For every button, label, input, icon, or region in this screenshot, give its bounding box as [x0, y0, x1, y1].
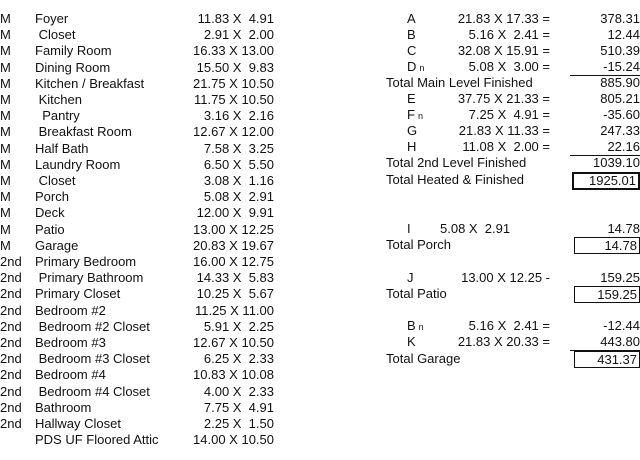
calc-row-a: [386, 11, 640, 27]
total-label: Total Porch: [386, 237, 452, 252]
room-row: [0, 173, 274, 189]
room-row: [0, 222, 274, 238]
room-level: M: [0, 43, 11, 59]
calc-label: I: [407, 221, 411, 236]
calc-row-b-negative: [386, 318, 640, 334]
calc-label: A: [407, 11, 416, 26]
room-dimensions: 7.75 X 4.91: [203, 399, 274, 415]
calc-row-k: [386, 334, 640, 350]
room-name: Deck: [35, 205, 65, 221]
room-name: Dining Room: [35, 59, 111, 75]
calc-value: 247.33: [600, 123, 640, 138]
room-level: 2nd: [0, 416, 22, 431]
calc-label: E: [407, 91, 416, 106]
room-name: Bathroom: [35, 399, 92, 415]
room-name: PDS UF Floored Attic: [35, 432, 159, 448]
room-level: M: [0, 156, 11, 172]
room-row: [0, 400, 274, 416]
calc-dims: 7.25 X 4.91 =: [468, 107, 550, 122]
room-level: 2nd: [0, 399, 22, 415]
calc-dims: 37.75 X 21.33 =: [457, 91, 550, 106]
calc-value: 510.39: [600, 43, 640, 58]
room-level: 2nd: [0, 335, 22, 350]
room-name: Bedroom #4 Closet: [35, 383, 150, 399]
room-name: Bedroom #3 Closet: [35, 351, 150, 367]
calc-value: 443.80: [570, 334, 640, 351]
calc-dims: 32.08 X 15.91 =: [457, 43, 550, 58]
calc-value: 12.44: [607, 27, 640, 42]
room-row: [0, 254, 274, 270]
room-level: 2nd: [0, 302, 22, 318]
calc-label: B n: [407, 318, 424, 333]
room-row: [0, 286, 274, 302]
room-name: Kitchen / Breakfast: [35, 75, 145, 91]
total-garage: [386, 351, 640, 367]
total-value: 1039.10: [593, 155, 640, 170]
room-row: [0, 335, 274, 351]
total-label: Total Main Level Finished: [386, 75, 533, 90]
room-dimensions: 12.00 X 9.91: [196, 205, 274, 221]
calc-label: C: [407, 43, 417, 58]
room-dimensions: 10.25 X 5.67: [196, 286, 274, 302]
room-name: Foyer: [35, 11, 69, 26]
calc-dims: 5.16 X 2.41 =: [468, 318, 550, 333]
room-dimensions: 2.91 X 2.00: [203, 27, 274, 43]
room-level: M: [0, 173, 11, 188]
room-dimensions: 15.50 X 9.83: [196, 59, 274, 75]
room-name: Porch: [35, 189, 69, 205]
room-level: 2nd: [0, 383, 22, 399]
total-value: 159.25: [574, 286, 640, 303]
calc-row-h: [386, 139, 640, 155]
room-name: Hallway Closet: [35, 416, 121, 431]
room-row: [0, 76, 274, 92]
room-name: Primary Closet: [35, 286, 121, 302]
room-row: [0, 319, 274, 335]
room-level: M: [0, 237, 11, 253]
calc-dims: 5.08 X 3.00 =: [468, 59, 550, 74]
total-label: Total 2nd Level Finished: [386, 155, 527, 170]
room-row: [0, 124, 274, 140]
room-dimensions: 12.67 X 12.00: [193, 124, 274, 140]
calc-dims: 21.83 X 17.33 =: [457, 11, 550, 26]
room-level: 2nd: [0, 270, 22, 286]
room-dimensions: 5.91 X 2.25: [203, 318, 274, 334]
room-level: M: [0, 205, 11, 221]
calc-dims: 11.08 X 2.00 =: [462, 139, 550, 154]
room-dimensions: 11.75 X 10.50: [194, 92, 274, 107]
room-name: Family Room: [35, 43, 112, 59]
room-name: Bedroom #2 Closet: [35, 318, 150, 334]
total-label: Total Garage: [386, 351, 461, 366]
room-dimensions: 10.83 X 10.08: [193, 367, 274, 383]
calc-value: -35.60: [603, 107, 640, 122]
calc-label: B: [407, 27, 416, 42]
calc-value: 14.78: [607, 221, 640, 236]
total-patio: [386, 286, 640, 302]
room-dimensions: 12.67 X 10.50: [193, 335, 274, 350]
room-dimensions: 16.33 X 13.00: [193, 43, 274, 59]
room-level: M: [0, 59, 11, 75]
room-name: Half Bath: [35, 140, 89, 156]
calc-dims: 21.83 X 20.33 =: [457, 334, 550, 349]
calc-value: -12.44: [603, 318, 640, 333]
room-row: [0, 27, 274, 43]
room-name: Patio: [35, 221, 65, 237]
calc-row-b: [386, 27, 640, 43]
room-row: [0, 11, 274, 27]
calc-value: 378.31: [600, 11, 640, 26]
calc-value: -15.24: [570, 59, 640, 76]
calc-row-f: [386, 107, 640, 123]
room-level: M: [0, 221, 11, 237]
room-row: [0, 43, 274, 59]
room-level: M: [0, 189, 11, 205]
room-level: M: [0, 124, 11, 140]
calc-dims: 5.08 X 2.91: [440, 221, 511, 236]
total-2nd-level: [386, 155, 640, 171]
room-row: [0, 60, 274, 76]
total-heated-finished: [386, 172, 640, 188]
room-name: Bedroom #3: [35, 335, 106, 350]
calc-value: 805.21: [600, 91, 640, 106]
room-dimensions: 14.00 X 10.50: [193, 432, 274, 448]
room-level: M: [0, 140, 11, 156]
room-level: 2nd: [0, 254, 22, 269]
room-level: 2nd: [0, 318, 22, 334]
room-row: [0, 351, 274, 367]
room-level: M: [0, 11, 11, 26]
room-level: M: [0, 92, 11, 107]
calc-label: G: [407, 123, 418, 138]
calc-value: 159.25: [600, 270, 640, 285]
room-level: 2nd: [0, 286, 22, 302]
room-level: M: [0, 75, 11, 91]
calc-label: D n: [407, 59, 425, 74]
calc-label: J: [407, 270, 414, 285]
room-dimensions: 14.33 X 5.83: [196, 270, 274, 286]
room-name: Primary Bathroom: [35, 270, 144, 286]
room-name: Garage: [35, 237, 79, 253]
calc-label: H: [407, 139, 417, 154]
calc-label: K: [407, 334, 416, 349]
calc-dims: 5.16 X 2.41 =: [468, 27, 550, 42]
calc-row-d: [386, 59, 640, 75]
room-row: [0, 303, 274, 319]
room-level: M: [0, 27, 11, 43]
room-dimensions: 7.58 X 3.25: [203, 140, 274, 156]
room-dimensions: 11.25 X 11.00: [194, 302, 274, 318]
calc-label: F n: [407, 107, 423, 122]
room-name: Breakfast Room: [35, 124, 132, 140]
room-dimensions: 11.83 X 4.91: [197, 11, 274, 26]
room-name: Laundry Room: [35, 156, 121, 172]
calc-dims: 13.00 X 12.25 -: [461, 270, 550, 285]
total-main-level: [386, 75, 640, 91]
room-level: 2nd: [0, 367, 22, 383]
room-dimensions: 4.00 X 2.33: [203, 383, 274, 399]
total-value: 1925.01: [572, 172, 640, 190]
room-level: M: [0, 108, 11, 124]
room-row: [0, 270, 274, 286]
total-label: Total Heated & Finished: [386, 172, 525, 187]
room-dimensions: 21.75 X 10.50: [193, 75, 274, 91]
total-label: Total Patio: [386, 286, 447, 301]
room-row: [0, 238, 274, 254]
calc-row-g: [386, 123, 640, 139]
calc-row-j: [386, 270, 640, 286]
calc-row-e: [386, 91, 640, 107]
room-name: Primary Bedroom: [35, 254, 137, 269]
calc-value: 22.16: [570, 139, 640, 156]
room-row: [0, 92, 274, 108]
room-dimensions: 20.83 X 19.67: [193, 237, 274, 253]
room-dimensions: 16.00 X 12.75: [193, 254, 274, 269]
room-row: [0, 416, 274, 432]
room-row: [0, 157, 274, 173]
room-dimensions: 2.25 X 1.50: [203, 416, 274, 431]
total-value: 885.90: [600, 75, 640, 90]
room-name: Bedroom #2: [35, 302, 106, 318]
room-dimensions: 6.50 X 5.50: [203, 156, 274, 172]
room-dimensions: 3.16 X 2.16: [203, 108, 274, 124]
room-dimensions: 6.25 X 2.33: [203, 351, 274, 367]
total-value: 431.37: [574, 351, 640, 368]
calc-dims: 21.83 X 11.33 =: [458, 123, 550, 138]
room-row: [0, 367, 274, 383]
room-dimensions: 13.00 X 12.25: [193, 221, 274, 237]
room-row: [0, 141, 274, 157]
room-name: Closet: [35, 173, 76, 188]
room-name: Pantry: [35, 108, 80, 124]
room-name: Closet: [35, 27, 76, 43]
room-dimensions: 3.08 X 1.16: [203, 173, 274, 188]
calc-row-i: [386, 221, 640, 237]
room-name: Bedroom #4: [35, 367, 106, 383]
room-row: [0, 205, 274, 221]
room-row: [0, 432, 274, 448]
room-row: [0, 108, 274, 124]
total-porch: [386, 237, 640, 253]
calc-row-c: [386, 43, 640, 59]
room-dimensions: 5.08 X 2.91: [203, 189, 274, 205]
room-row: [0, 384, 274, 400]
total-value: 14.78: [574, 237, 640, 254]
room-name: Kitchen: [35, 92, 82, 107]
room-level: 2nd: [0, 351, 22, 367]
room-row: [0, 189, 274, 205]
